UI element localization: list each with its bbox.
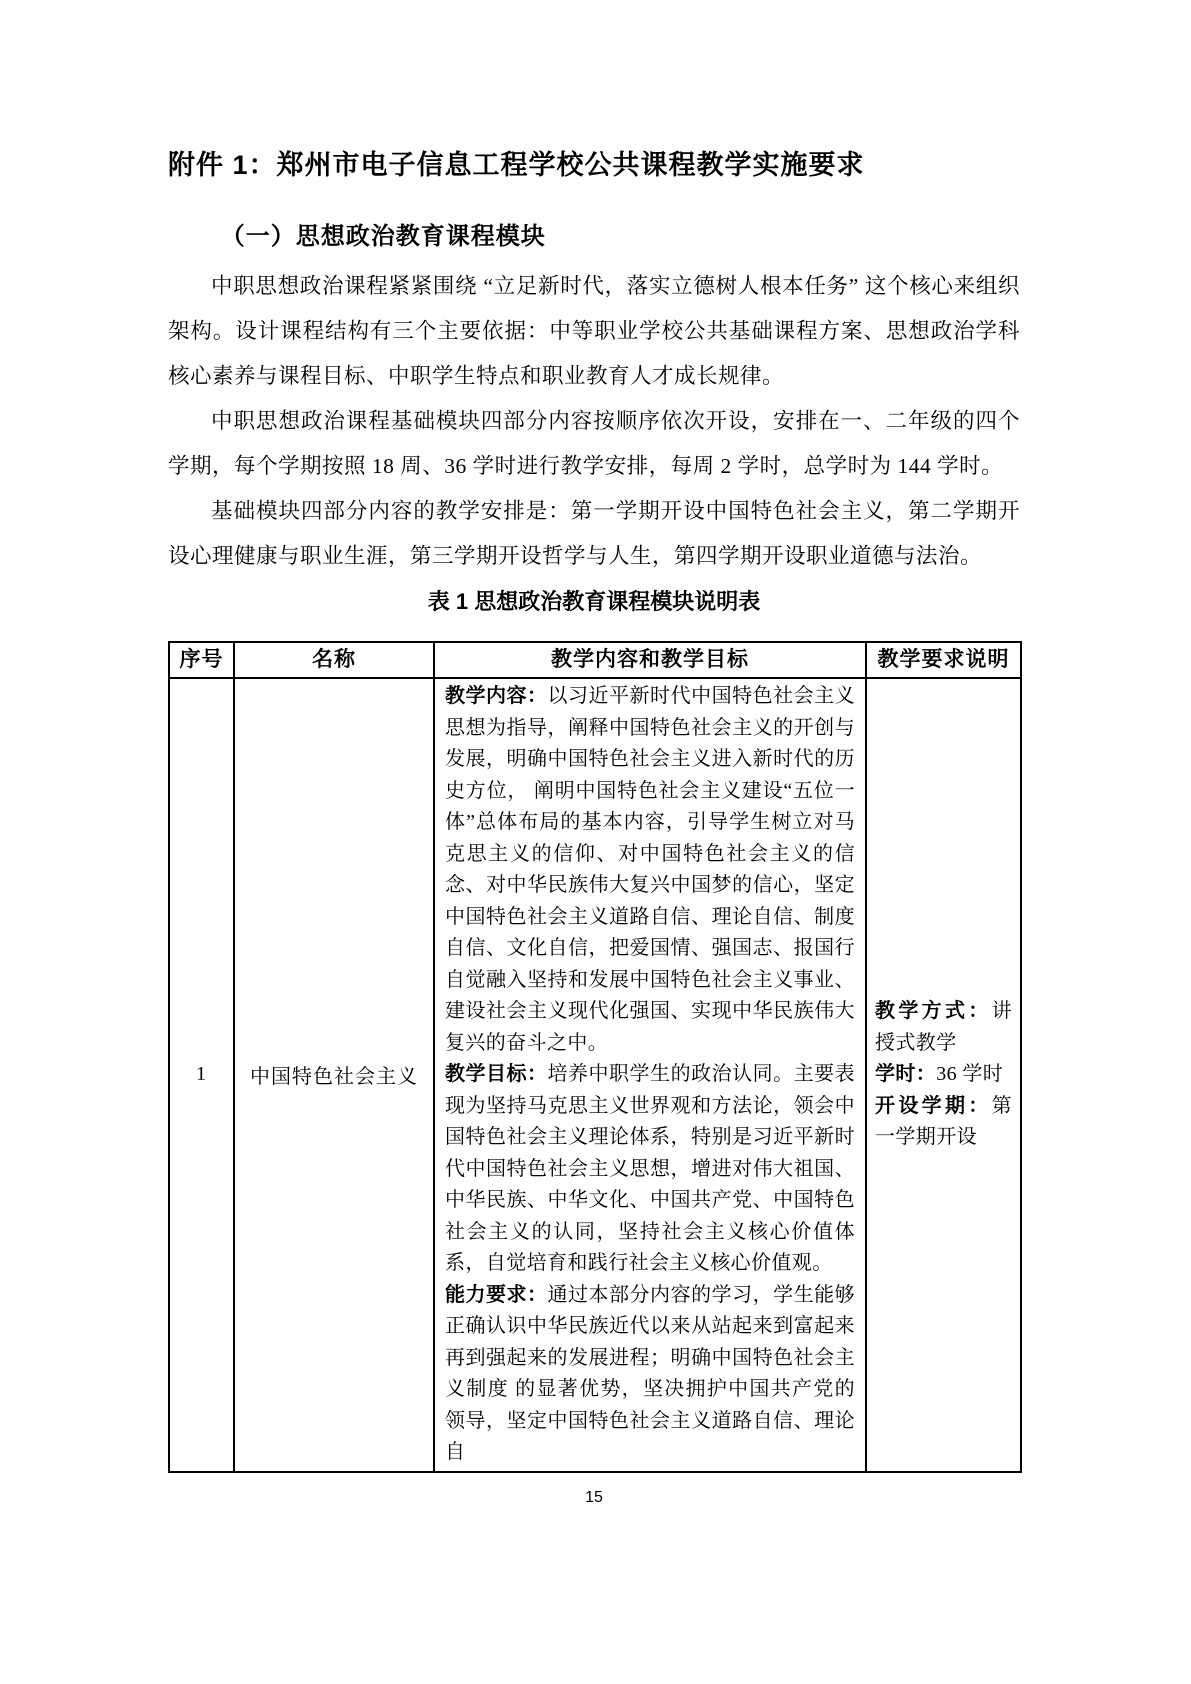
teaching-content-paragraph bbox=[445, 681, 855, 1059]
class-hours-line bbox=[875, 1059, 1012, 1091]
paragraph-semester-plan: 基础模块四部分内容的教学安排是：第一学期开设中国特色社会主义，第二学期开设心理健康与职业生涯，第三学期开设哲学与人生，第四学期开设职业道德与法治。 bbox=[168, 499, 1020, 568]
teaching-method-label: 教学方式： bbox=[875, 1000, 992, 1022]
teaching-method-line bbox=[875, 996, 1012, 1059]
teaching-method-value: 讲授式教学 bbox=[875, 1000, 1012, 1054]
teaching-goal-text: 培养中职学生的政治认同。主要表现为坚持马克思主义世界观和方法论，领会中国特色社会主义理论体系，特别是习近平新时代中国特色社会主义思想，增进对伟大祖国、中华民族、中华文化、中国共产党、中国特色社会主义的认同，坚持社会主义核心价值体系，自觉培育和践行社会主义核心价值观。 bbox=[445, 1063, 856, 1274]
table-row bbox=[169, 678, 1021, 1472]
paragraph-course-framework: 中职思想政治课程紧紧围绕 “立足新时代，落实立德树人根本任务” 这个核心来组织架构。设计课程结构有三个主要依据：中等职业学校公共基础课程方案、思想政治学科核心素养与课程目标、中职学生特点和职业教育人才成长规律。 bbox=[168, 274, 1020, 388]
teaching-content-text: 以习近平新时代中国特色社会主义思想为指导，阐释中国特色社会主义的开创与发展，明确中国特色社会主义进入新时代的历史方位， 阐明中国特色社会主义建设“五位一体”总体布局的基本内容，引导学生树立对马克思主义的信仰、对中国特色社会主义的信念、对中华民族伟大复兴中国梦的信心，坚定中国特色社会主义道路自信、理论自信、制度自信、文化自信，把爱国情、强国志、报国行自觉融入坚持和发展中国特色社会主义事业、建设社会主义现代化强国、实现中华民族伟大复兴的奋斗之中。 bbox=[445, 685, 856, 1054]
page-title: 附件 1：郑州市电子信息工程学校公共课程教学实施要求 bbox=[168, 150, 865, 180]
ability-requirement-label: 能力要求： bbox=[445, 1283, 548, 1306]
semester-value: 第一学期开设 bbox=[875, 1094, 1012, 1148]
table-header-row bbox=[169, 642, 1021, 678]
column-header-name: 名称 bbox=[234, 642, 434, 678]
section-heading: （一）思想政治教育课程模块 bbox=[220, 223, 546, 250]
ability-requirement-paragraph bbox=[445, 1280, 855, 1469]
semester-label: 开设学期： bbox=[875, 1094, 992, 1117]
row-index-cell: 1 bbox=[169, 678, 234, 1472]
paragraph-schedule: 中职思想政治课程基础模块四部分内容按顺序依次开设，安排在一、二年级的四个学期，每个学期按照 18 周、36 学时进行教学安排，每周 2 学时，总学时为 144 学时。 bbox=[168, 409, 1020, 478]
column-header-requirements: 教学要求说明 bbox=[866, 642, 1021, 678]
course-name-cell: 中国特色社会主义 bbox=[234, 678, 434, 1472]
semester-line bbox=[875, 1091, 1012, 1154]
class-hours-value: 36 学时 bbox=[936, 1063, 1004, 1085]
class-hours-label: 学时： bbox=[875, 1063, 937, 1085]
teaching-content-cell bbox=[434, 678, 866, 1472]
ability-requirement-text: 通过本部分内容的学习，学生能够正确认识中华民族近代以来从站起来到富起来再到强起来的发展进程；明确中国特色社会主义制度 的显著优势，坚决拥护中国共产党的领导，坚定中国特色社会主义道路自信、理论自 bbox=[445, 1283, 856, 1463]
column-header-content-goals: 教学内容和教学目标 bbox=[434, 642, 866, 678]
course-module-table bbox=[168, 641, 1022, 1473]
teaching-content-label: 教学内容： bbox=[445, 685, 548, 707]
teaching-goal-label: 教学目标： bbox=[445, 1063, 548, 1085]
teaching-goal-paragraph bbox=[445, 1059, 855, 1280]
body-paragraphs bbox=[168, 264, 1020, 579]
teaching-requirement-cell bbox=[866, 678, 1021, 1472]
page-number: 15 bbox=[585, 1488, 603, 1506]
column-header-index: 序号 bbox=[169, 642, 234, 678]
table-caption: 表 1 思想政治教育课程模块说明表 bbox=[427, 589, 761, 614]
